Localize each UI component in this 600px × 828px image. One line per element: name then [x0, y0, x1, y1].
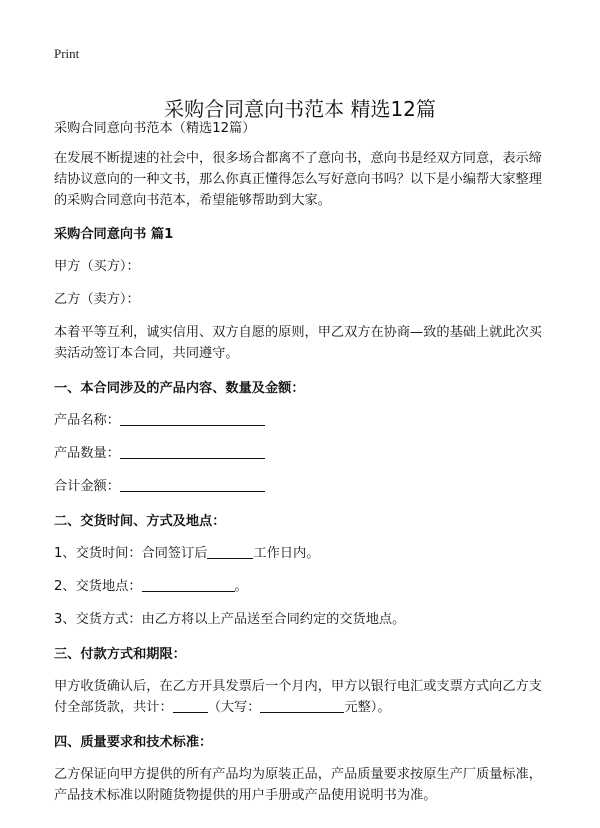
product-qty-line — [54, 443, 554, 464]
products-heading: 一、本合同涉及的产品内容、数量及金额： — [54, 381, 305, 396]
section-heading: 采购合同意向书 篇1 — [54, 227, 174, 242]
payment-amount-blank — [173, 698, 208, 713]
product-name-line — [54, 410, 554, 431]
document-title: 采购合同意向书范本 精选12篇 — [164, 97, 436, 122]
payment-text-mid: （大写： — [207, 700, 261, 715]
total-amount-blank — [120, 477, 265, 492]
payment-heading: 三、付款方式和期限： — [54, 647, 186, 662]
print-label[interactable]: Print — [54, 46, 80, 61]
delivery-time-prefix: 1、交货时间：合同签订后 — [54, 546, 208, 561]
principle-paragraph: 本着平等互利，诚实信用、双方自愿的原则，甲乙双方在协商—致的基础上就此次买卖活动签订本合同，共同遵守。 — [54, 325, 542, 361]
total-amount-line — [54, 476, 554, 497]
delivery-place-blank — [142, 577, 235, 592]
product-qty-blank — [120, 444, 265, 459]
payment-text-prefix: 甲方收货确认后，在乙方开具发票后一个月内，甲方以银行电汇或支票方式向乙方支付全部货款，共计： — [54, 679, 542, 715]
intro-paragraph: 在发展不断提速的社会中，很多场合都离不了意向书，意向书是经双方同意，表示缔结协议意向的一种文书，那么你真正懂得怎么写好意向书吗？以下是小编帮大家整理的采购合同意向书范本，希望能够帮助到大家。 — [54, 151, 542, 208]
quality-paragraph: 乙方保证向甲方提供的所有产品均为原装正品，产品质量要求按原生产厂质量标准，产品技术标准以附随货物提供的用户手册或产品使用说明书为准。 — [54, 767, 542, 803]
delivery-place-suffix: 。 — [234, 579, 248, 594]
payment-text-suffix: 元整）。 — [344, 700, 391, 715]
payment-capital-blank — [260, 698, 344, 713]
delivery-place-prefix: 2、交货地点： — [54, 579, 142, 594]
delivery-days-blank — [207, 544, 253, 559]
delivery-time-suffix: 工作日内。 — [253, 546, 320, 561]
total-amount-label: 合计金额： — [54, 479, 120, 494]
product-qty-label: 产品数量： — [54, 446, 120, 461]
party-b-line: 乙方（卖方）： — [54, 292, 140, 307]
product-name-blank — [120, 411, 265, 426]
delivery-place-line — [54, 576, 554, 597]
delivery-time-line — [54, 543, 554, 564]
party-a-line: 甲方（买方）： — [54, 259, 140, 274]
document-subtitle: 采购合同意向书范本（精选12篇） — [54, 121, 256, 136]
delivery-heading: 二、交货时间、方式及地点： — [54, 514, 226, 529]
payment-paragraph — [54, 676, 554, 718]
delivery-method-line: 3、交货方式：由乙方将以上产品送至合同约定的交货地点。 — [54, 612, 406, 627]
document-body — [54, 118, 554, 820]
product-name-label: 产品名称： — [54, 413, 120, 428]
quality-heading: 四、质量要求和技术标准： — [54, 735, 213, 750]
